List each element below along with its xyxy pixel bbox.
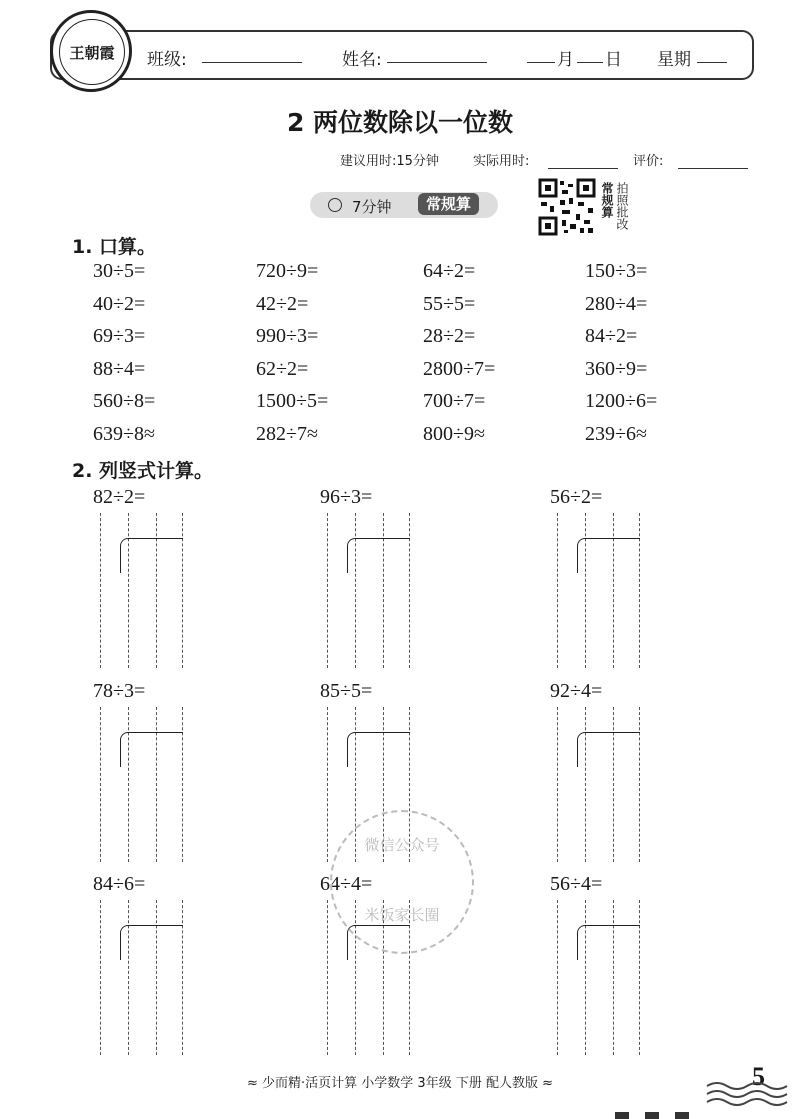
page-title: 2 两位数除以一位数 xyxy=(286,108,514,137)
guide-line xyxy=(613,513,614,668)
work-area[interactable] xyxy=(557,513,639,668)
oral-problem: 639÷8≈ xyxy=(93,422,155,445)
vertical-problem: 64÷4= xyxy=(320,873,373,895)
footer-mark-1 xyxy=(615,1112,629,1119)
division-bracket xyxy=(347,732,356,767)
guide-line xyxy=(100,900,101,1055)
watermark-top-text: 微信公众号 xyxy=(364,836,440,854)
vertical-problem: 56÷4= xyxy=(550,873,603,895)
guide-line xyxy=(557,707,558,862)
day-label: 日 xyxy=(605,50,622,70)
guide-line xyxy=(128,900,129,1055)
oral-problem: 30÷5= xyxy=(93,260,146,282)
oral-problem: 700÷7= xyxy=(423,390,486,412)
oral-problem: 2800÷7= xyxy=(423,357,496,380)
actual-time-label: 实际用时: xyxy=(473,154,530,169)
oral-problem: 360÷9= xyxy=(585,357,648,380)
guide-line xyxy=(585,707,586,862)
oral-problem: 1200÷6= xyxy=(585,390,658,412)
division-bar xyxy=(585,732,640,733)
guide-line xyxy=(355,513,356,668)
footer-mark-2 xyxy=(645,1112,659,1119)
division-bracket xyxy=(577,925,586,960)
guide-line xyxy=(585,900,586,1055)
guide-line xyxy=(128,513,129,668)
oral-problem: 560÷8= xyxy=(93,390,156,412)
oral-problem: 64÷2= xyxy=(423,260,476,282)
weekday-blank xyxy=(697,48,727,63)
division-bar xyxy=(128,538,183,539)
guide-line xyxy=(383,513,384,668)
division-bar xyxy=(355,732,410,733)
oral-problem: 282÷7≈ xyxy=(256,422,318,445)
guide-line xyxy=(639,513,640,668)
student-info-bar xyxy=(50,30,754,80)
guide-line xyxy=(182,900,183,1055)
vertical-problem: 92÷4= xyxy=(550,680,603,702)
vertical-problem: 84÷6= xyxy=(93,873,146,895)
guide-line xyxy=(156,513,157,668)
division-bar xyxy=(355,538,410,539)
oral-problem: 1500÷5= xyxy=(256,390,329,412)
guide-line xyxy=(585,513,586,668)
guide-line xyxy=(182,707,183,862)
timer-text: 7分钟 xyxy=(352,198,392,216)
clock-icon xyxy=(328,198,342,212)
timer-badge xyxy=(310,192,498,218)
name-label: 姓名: xyxy=(342,50,382,70)
division-bracket xyxy=(577,732,586,767)
vertical-problem: 96÷3= xyxy=(320,486,373,508)
guide-line xyxy=(182,513,183,668)
vertical-problem: 56÷2= xyxy=(550,486,603,508)
division-bar xyxy=(585,538,640,539)
oral-problem: 55÷5= xyxy=(423,292,476,315)
class-blank xyxy=(202,48,302,63)
suggested-time: 建议用时:15分钟 xyxy=(340,154,439,169)
oral-problem: 69÷3= xyxy=(93,325,146,347)
oral-problem: 150÷3= xyxy=(585,260,648,282)
division-bracket xyxy=(347,538,356,573)
oral-problem: 88÷4= xyxy=(93,357,146,380)
division-bar xyxy=(585,925,640,926)
oral-problem: 62÷2= xyxy=(256,357,309,380)
vertical-problem: 78÷3= xyxy=(93,680,146,702)
division-bar xyxy=(128,732,183,733)
class-label: 班级: xyxy=(147,50,187,70)
qr-code-icon[interactable] xyxy=(538,178,596,236)
oral-problem: 28÷2= xyxy=(423,325,476,347)
division-bracket xyxy=(577,538,586,573)
month-label: 月 xyxy=(557,50,574,70)
work-area[interactable] xyxy=(100,900,182,1055)
guide-line xyxy=(557,900,558,1055)
oral-problem: 42÷2= xyxy=(256,292,309,315)
rating-label: 评价: xyxy=(633,154,664,169)
name-blank xyxy=(387,48,487,63)
guide-line xyxy=(557,513,558,668)
section-oral-title: 1. 口算。 xyxy=(72,236,157,258)
rating-blank xyxy=(678,154,748,169)
vertical-problem: 82÷2= xyxy=(93,486,146,508)
watermark-bottom-text: 米饭家长圈 xyxy=(364,906,440,924)
guide-line xyxy=(327,707,328,862)
brand-logo-text: 王朝霞 xyxy=(69,44,115,62)
footer-mark-3 xyxy=(675,1112,689,1119)
guide-line xyxy=(613,900,614,1055)
division-bracket xyxy=(120,538,129,573)
oral-problem: 800÷9≈ xyxy=(423,422,485,445)
guide-line xyxy=(156,900,157,1055)
brand-logo xyxy=(50,10,132,92)
watermark-stamp xyxy=(330,810,474,954)
guide-line xyxy=(156,707,157,862)
guide-line xyxy=(409,513,410,668)
guide-line xyxy=(639,707,640,862)
vertical-problem: 85÷5= xyxy=(320,680,373,702)
division-bracket xyxy=(120,732,129,767)
work-area[interactable] xyxy=(100,513,182,668)
weekday-label: 星期 xyxy=(657,50,691,70)
guide-line xyxy=(128,707,129,862)
division-bracket xyxy=(120,925,129,960)
guide-line xyxy=(639,900,640,1055)
footer-text: ≈ 少而精·活页计算 小学数学 3年级 下册 配人教版 ≈ xyxy=(247,1076,553,1091)
guide-line xyxy=(613,707,614,862)
guide-line xyxy=(327,900,328,1055)
guide-line xyxy=(100,707,101,862)
guide-line xyxy=(100,513,101,668)
wave-decoration-icon xyxy=(705,1080,795,1110)
oral-problem: 280÷4= xyxy=(585,292,648,315)
actual-time-blank xyxy=(548,154,618,169)
month-blank xyxy=(527,48,555,63)
category-tag: 常规算 xyxy=(418,193,479,215)
oral-problem: 239÷6≈ xyxy=(585,422,647,445)
work-area[interactable] xyxy=(557,707,639,862)
work-area[interactable] xyxy=(327,513,409,668)
section-vertical-title: 2. 列竖式计算。 xyxy=(72,460,214,482)
oral-problem: 40÷2= xyxy=(93,292,146,315)
division-bar xyxy=(128,925,183,926)
page-number: 5 xyxy=(752,1062,765,1091)
guide-line xyxy=(327,513,328,668)
qr-label-category: 常规算 xyxy=(600,182,614,218)
oral-problem: 990÷3= xyxy=(256,325,319,347)
oral-problem: 84÷2= xyxy=(585,325,638,347)
work-area[interactable] xyxy=(557,900,639,1055)
work-area[interactable] xyxy=(100,707,182,862)
day-blank xyxy=(577,48,603,63)
qr-label-action: 拍照批改 xyxy=(615,182,629,230)
oral-problem: 720÷9= xyxy=(256,260,319,282)
